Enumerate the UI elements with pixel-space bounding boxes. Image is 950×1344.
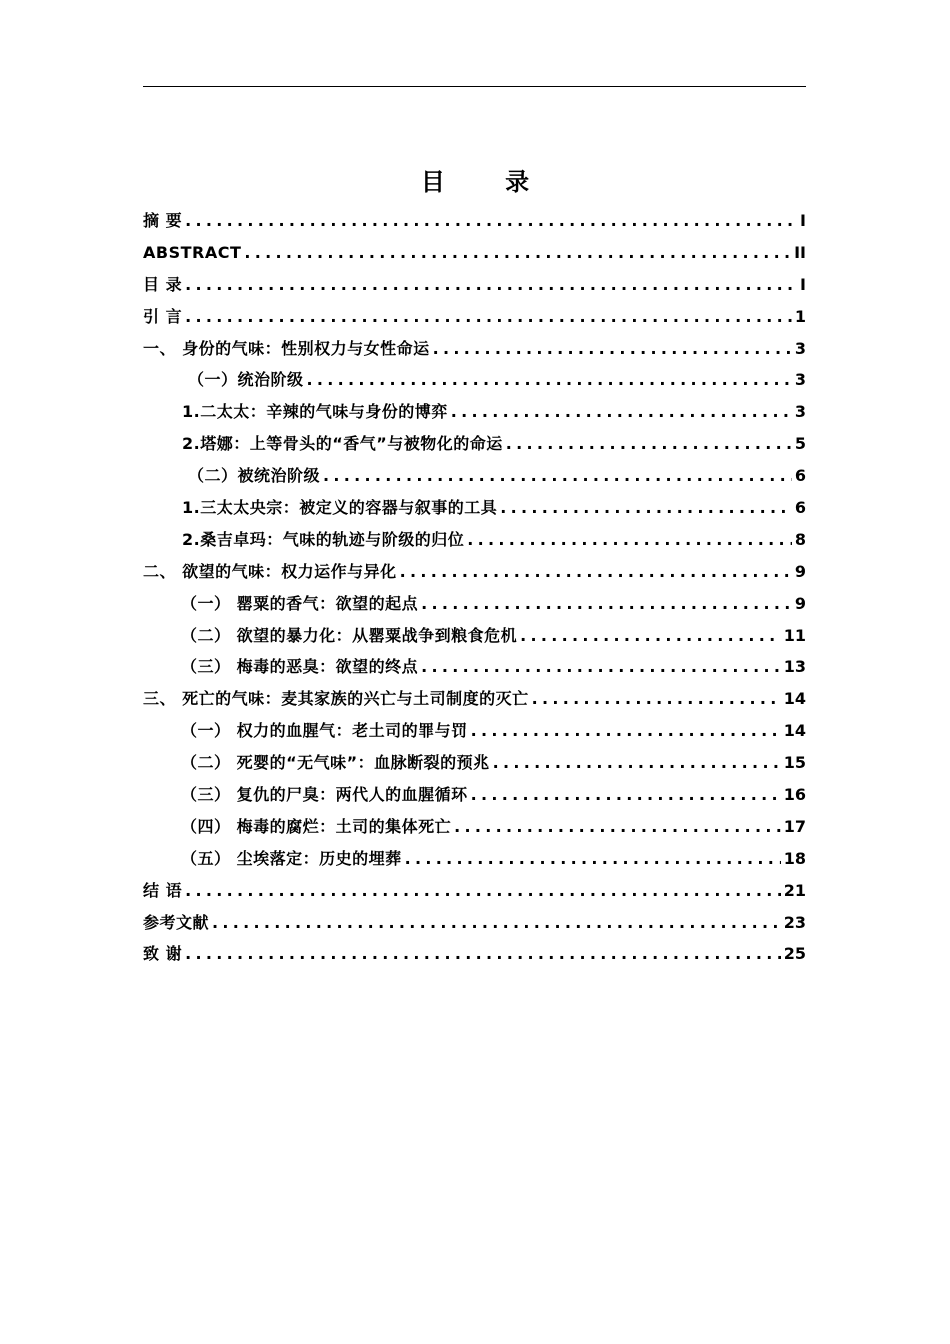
- toc-dot-leader: [532, 683, 781, 715]
- toc-entry-label: 致 谢: [143, 944, 183, 964]
- toc-page-number: 3: [794, 402, 806, 422]
- toc-entry[interactable]: [143, 364, 806, 396]
- toc-entry[interactable]: [143, 301, 806, 333]
- toc-entry[interactable]: [143, 875, 806, 907]
- toc-entry-label: （二） 欲望的暴力化：从罂粟战争到粮食危机: [181, 625, 518, 645]
- toc-dot-leader: [185, 269, 793, 301]
- toc-entry[interactable]: [143, 843, 806, 875]
- toc-dot-leader: [493, 747, 781, 779]
- toc-entry[interactable]: [143, 237, 806, 269]
- toc-page-number: 23: [783, 912, 806, 932]
- toc-page-number: 25: [783, 944, 806, 964]
- toc-entry-label: 一、 身份的气味：性别权力与女性命运: [143, 338, 430, 358]
- toc-entry-label: 2.塔娜：上等骨头的“香气”与被物化的命运: [182, 434, 503, 454]
- toc-entry-label: （一）统治阶级: [188, 370, 304, 390]
- toc-entry-label: 1.二太太：辛辣的气味与身份的博弈: [182, 402, 448, 422]
- toc-entry[interactable]: [143, 556, 806, 588]
- toc-entry-label: （三） 复仇的尸臭：两代人的血腥循环: [181, 785, 468, 805]
- toc-entry-label: 引 言: [143, 306, 183, 326]
- toc-dot-leader: [520, 620, 781, 652]
- toc-page-number: 3: [794, 338, 806, 358]
- toc-page-number: II: [794, 242, 806, 262]
- toc-entry[interactable]: [143, 620, 806, 652]
- toc-entry[interactable]: [143, 715, 806, 747]
- toc-entry-label: （五） 尘埃落定：历史的埋葬: [181, 848, 402, 868]
- toc-dot-leader: [454, 811, 781, 843]
- toc-entry-label: （三） 梅毒的恶臭：欲望的终点: [181, 657, 419, 677]
- toc-page-number: 8: [794, 529, 806, 549]
- toc-entry-label: 目 录: [143, 274, 183, 294]
- toc-dot-leader: [185, 301, 792, 333]
- toc-page-number: 1: [794, 306, 806, 326]
- toc-page-number: 17: [783, 816, 806, 836]
- toc-page-number: 3: [794, 370, 806, 390]
- toc-entry-label: （二）被统治阶级: [188, 466, 321, 486]
- toc-dot-leader: [244, 237, 791, 269]
- toc-entry-label: （一） 罂粟的香气：欲望的起点: [181, 593, 419, 613]
- toc-dot-leader: [400, 556, 792, 588]
- toc-entry-label: 参考文献: [143, 912, 210, 932]
- toc-entry-label: 摘 要: [143, 211, 183, 230]
- toc-page-number: 9: [794, 561, 806, 581]
- toc-dot-leader: [185, 875, 781, 907]
- toc-page-number: 13: [783, 657, 806, 677]
- toc-dot-leader: [307, 364, 792, 396]
- toc-entry[interactable]: [143, 396, 806, 428]
- toc-entry[interactable]: [143, 460, 806, 492]
- table-of-contents: [143, 205, 806, 970]
- toc-page-number: 21: [783, 880, 806, 900]
- page-title: 目 录: [420, 168, 556, 197]
- toc-page-number: 6: [794, 498, 806, 518]
- toc-page-number: 18: [783, 848, 806, 868]
- toc-page-number: 16: [783, 785, 806, 805]
- toc-entry[interactable]: [143, 779, 806, 811]
- toc-page-number: I: [800, 274, 806, 294]
- toc-page-number: 15: [783, 753, 806, 773]
- toc-dot-leader: [506, 428, 792, 460]
- toc-page-number: 9: [794, 593, 806, 613]
- toc-entry[interactable]: [143, 428, 806, 460]
- toc-page-number: 14: [783, 689, 806, 709]
- toc-entry[interactable]: [143, 938, 806, 970]
- toc-dot-leader: [500, 492, 792, 524]
- toc-entry-label: 2.桑吉卓玛：气味的轨迹与阶级的归位: [182, 529, 465, 549]
- toc-entry[interactable]: [143, 747, 806, 779]
- toc-page-number: 5: [794, 434, 806, 454]
- toc-entry[interactable]: [143, 907, 806, 939]
- toc-dot-leader: [323, 460, 792, 492]
- header-rule: [143, 86, 806, 87]
- toc-page-number: 11: [783, 625, 806, 645]
- toc-dot-leader: [451, 396, 792, 428]
- toc-dot-leader: [471, 715, 781, 747]
- toc-entry[interactable]: [143, 333, 806, 365]
- toc-dot-leader: [421, 651, 781, 683]
- toc-entry[interactable]: [143, 588, 806, 620]
- toc-dot-leader: [471, 779, 781, 811]
- toc-dot-leader: [421, 588, 792, 620]
- toc-dot-leader: [405, 843, 781, 875]
- toc-entry[interactable]: [143, 811, 806, 843]
- toc-entry[interactable]: [143, 683, 806, 715]
- toc-entry-label: （二） 死婴的“无气味”：血脉断裂的预兆: [181, 753, 490, 773]
- toc-entry[interactable]: [143, 269, 806, 301]
- toc-entry-label: ABSTRACT: [143, 242, 242, 262]
- toc-page-number: 14: [783, 721, 806, 741]
- toc-entry-label: 三、 死亡的气味：麦其家族的兴亡与土司制度的灭亡: [143, 689, 529, 709]
- toc-dot-leader: [433, 333, 792, 365]
- toc-page-number: I: [800, 211, 806, 230]
- toc-entry-label: （一） 权力的血腥气：老土司的罪与罚: [181, 721, 468, 741]
- toc-dot-leader: [185, 205, 793, 237]
- toc-dot-leader: [212, 907, 781, 939]
- toc-entry-label: （四） 梅毒的腐烂：土司的集体死亡: [181, 816, 452, 836]
- toc-page-number: 6: [794, 466, 806, 486]
- toc-entry-label: 结 语: [143, 880, 183, 900]
- toc-entry-label: 1.三太太央宗：被定义的容器与叙事的工具: [182, 498, 498, 518]
- toc-dot-leader: [467, 524, 792, 556]
- toc-entry[interactable]: [143, 492, 806, 524]
- toc-entry-label: 二、 欲望的气味：权力运作与异化: [143, 561, 397, 581]
- toc-entry[interactable]: [143, 524, 806, 556]
- toc-entry[interactable]: [143, 205, 806, 237]
- toc-dot-leader: [185, 938, 781, 970]
- toc-entry[interactable]: [143, 651, 806, 683]
